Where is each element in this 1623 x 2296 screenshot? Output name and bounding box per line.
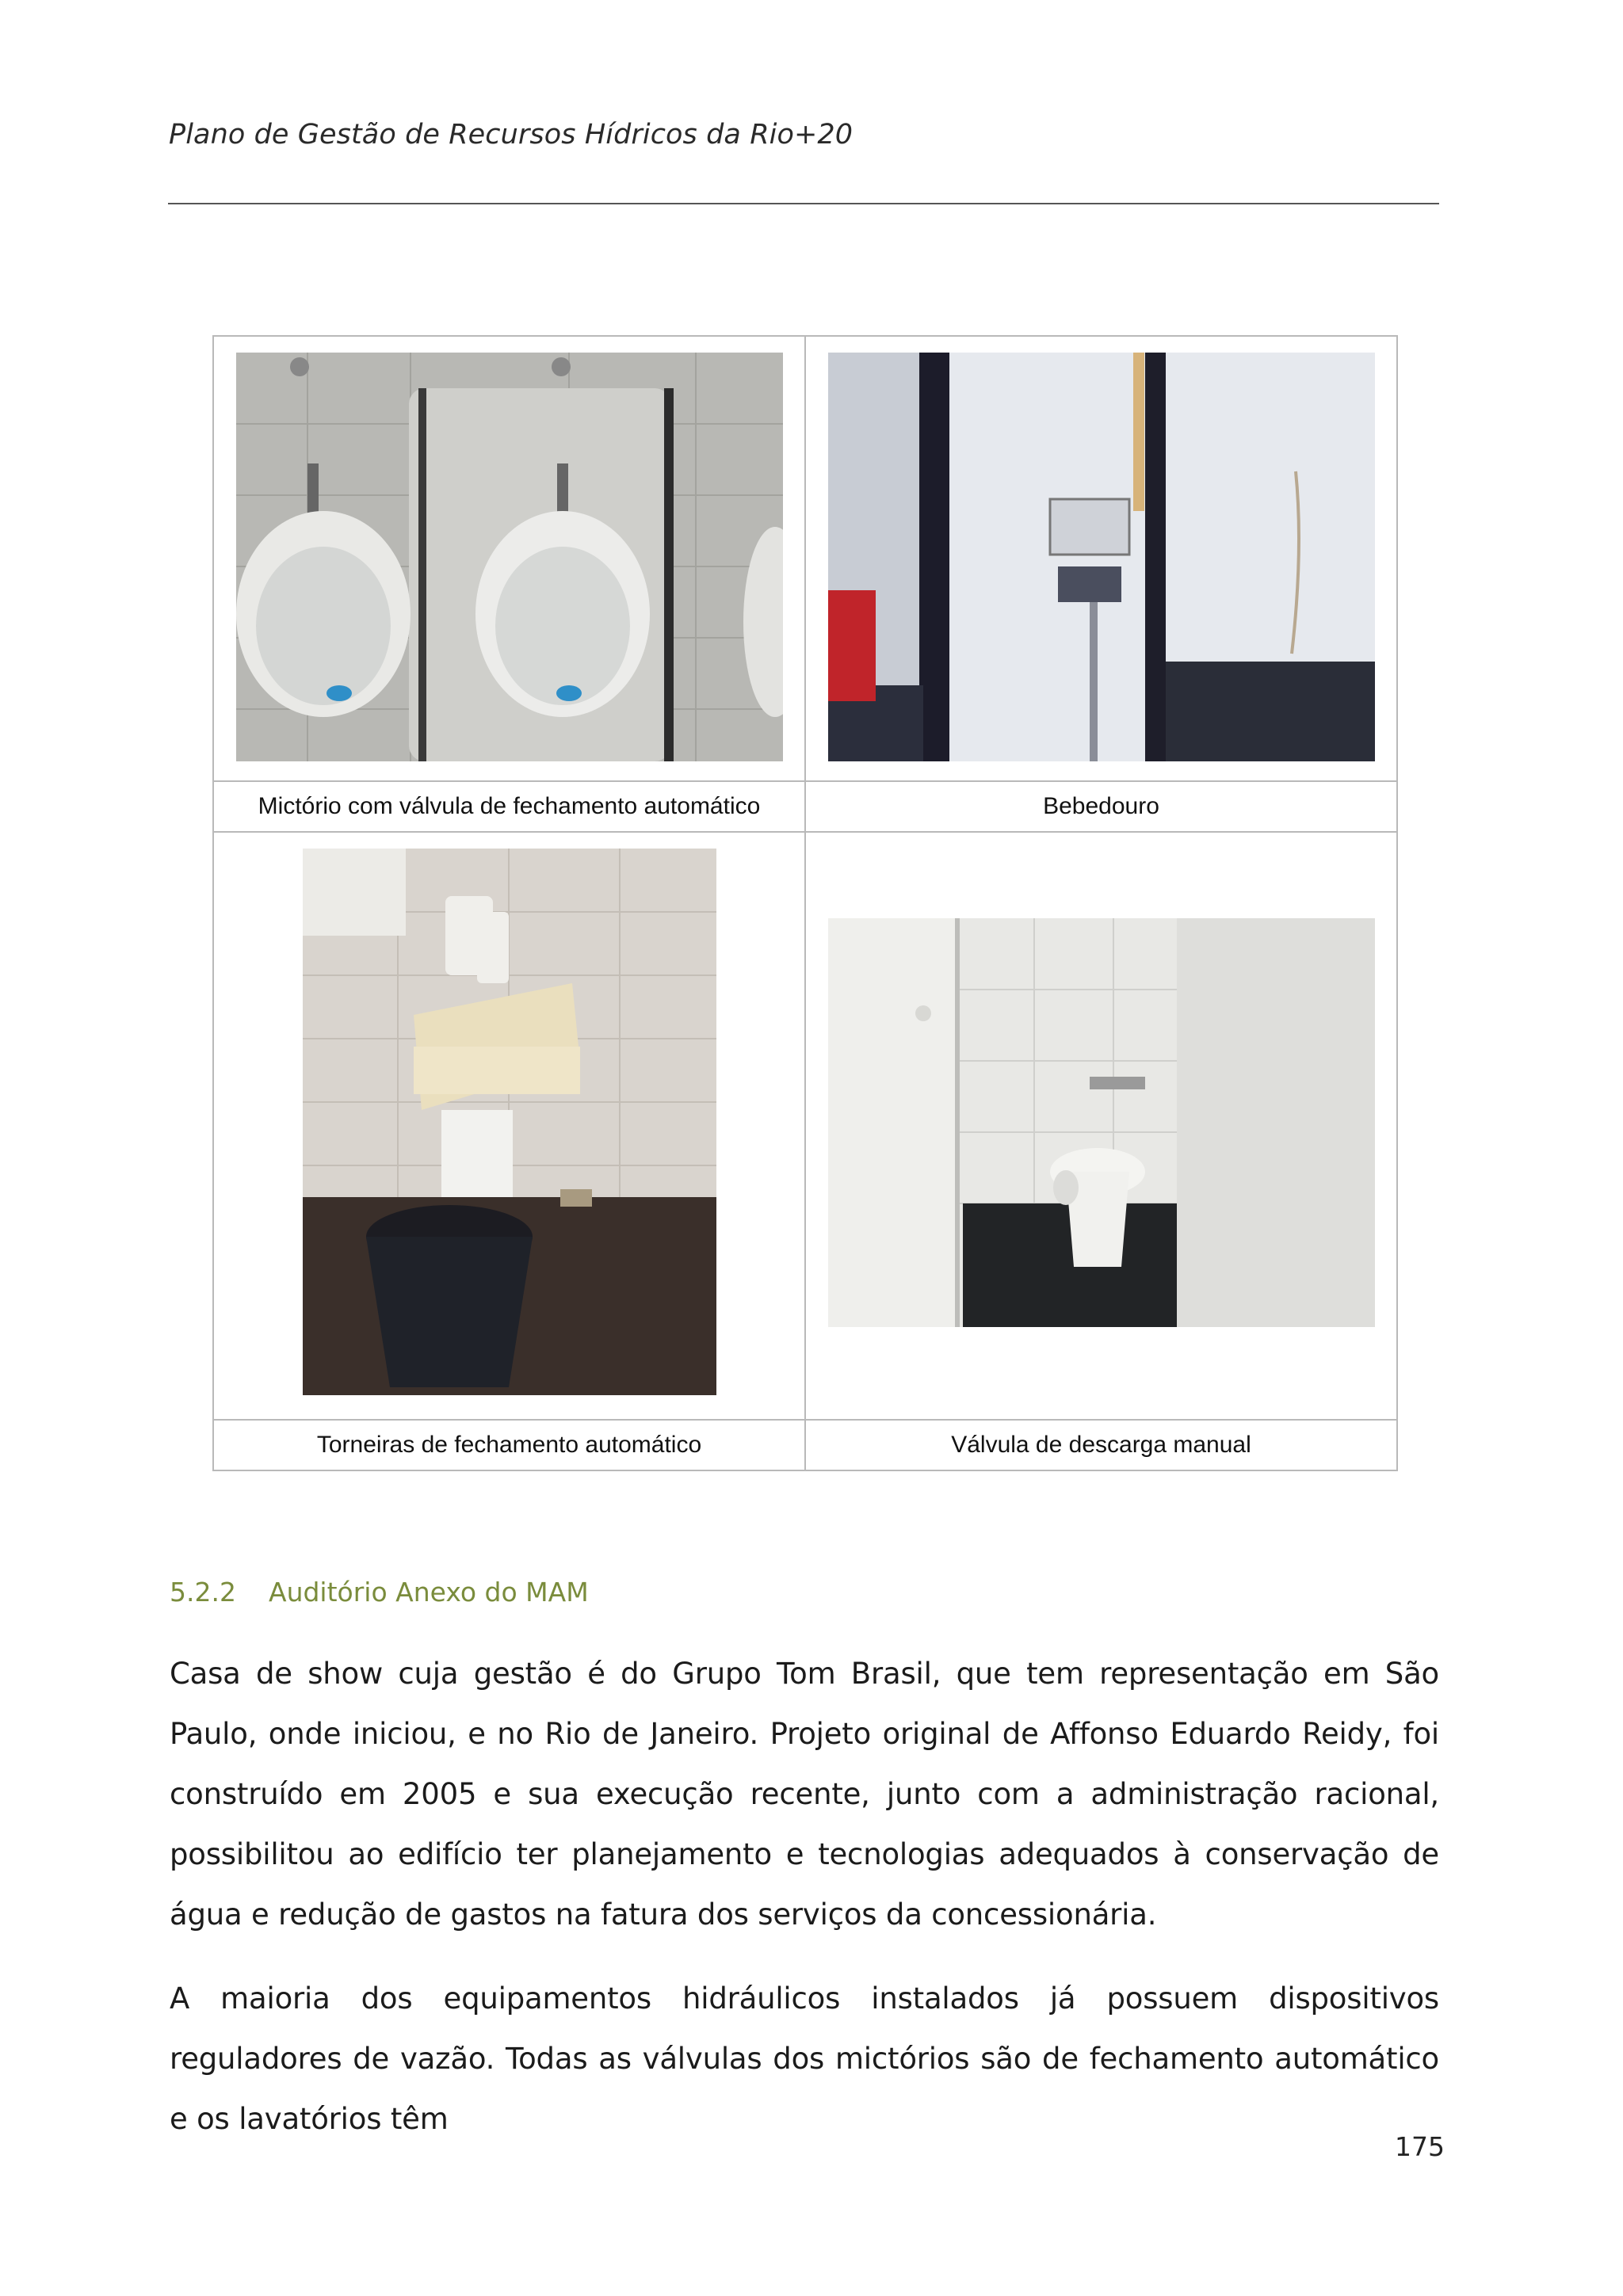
figure-table [212, 335, 1398, 1471]
figure-caption: Mictório com válvula de fechamento automático [258, 793, 761, 819]
running-header: Plano de Gestão de Recursos Hídricos da Rio+20 [169, 119, 854, 151]
section-heading [170, 1577, 589, 1608]
figure-cell-drinking-fountain [805, 336, 1397, 781]
page-number: 175 [1395, 2131, 1445, 2162]
figure-caption: Torneiras de fechamento automático [316, 1432, 702, 1458]
body-paragraph: A maioria dos equipamentos hidráulicos instalados já possuem dispositivos reguladores de vazão. Todas as válvulas dos mictórios são de fechamento automático e os lavatórios têm [170, 1981, 1439, 2136]
figure-cell-taps [213, 832, 805, 1420]
photo-urinals [236, 353, 783, 761]
figure-cell-urinals [213, 336, 805, 781]
figure-caption: Válvula de descarga manual [951, 1432, 1251, 1458]
section-title: Auditório Anexo do MAM [269, 1577, 589, 1608]
header-divider [168, 203, 1439, 204]
figure-cell-flush-valve [805, 832, 1397, 1420]
figure-caption: Bebedouro [1043, 793, 1159, 819]
photo-automatic-taps [303, 849, 716, 1395]
body-paragraph: Casa de show cuja gestão é do Grupo Tom Brasil, que tem representação em São Paulo, onde iniciou, e no Rio de Janeiro. Projeto original de Affonso Eduardo Reidy, foi construído em 2005 e sua execução recente, junto com a administração racional, possibilitou ao edifício ter planejamento e tecnologias adequados à conservação de água e redução de gastos na fatura dos serviços da concessionária. [170, 1657, 1439, 1932]
photo-flush-valve [828, 918, 1375, 1327]
section-number: 5.2.2 [170, 1577, 236, 1608]
photo-drinking-fountain [828, 353, 1375, 761]
